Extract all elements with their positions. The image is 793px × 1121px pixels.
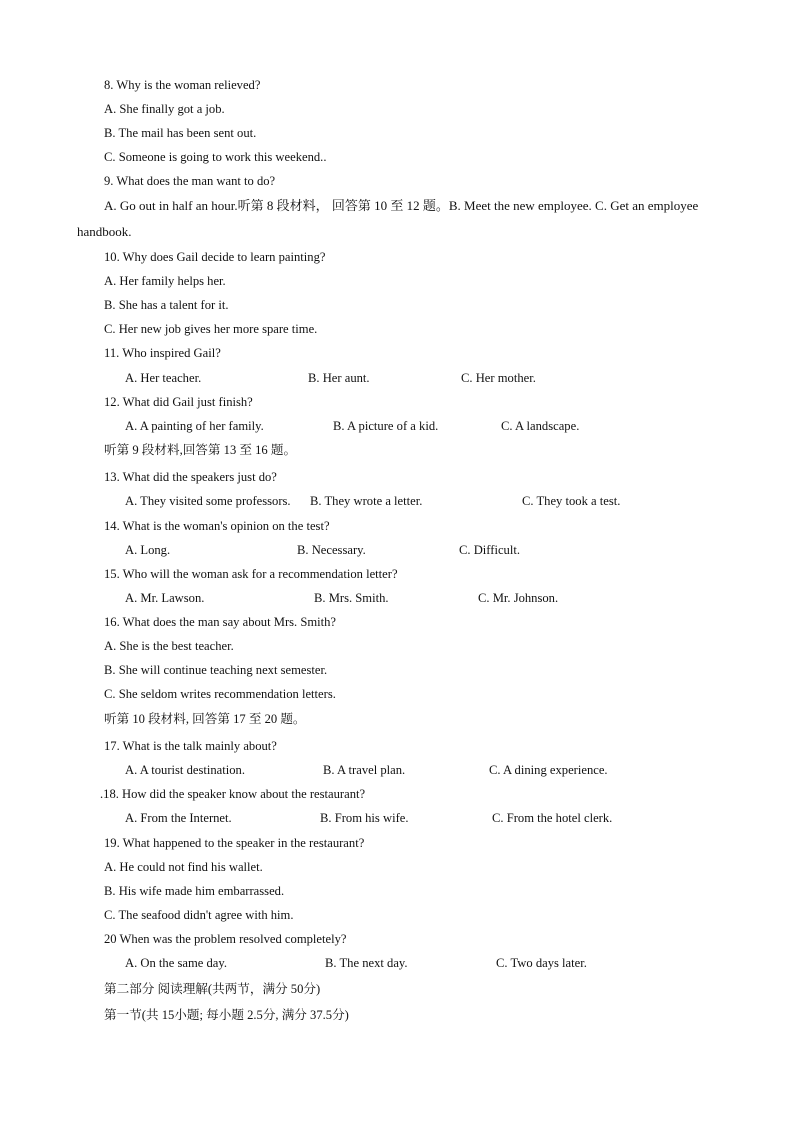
option-14a: A. Long. bbox=[125, 543, 171, 557]
option-11a: A. Her teacher. bbox=[125, 371, 202, 385]
question-18: .18. How did the speaker know about the restaurant? bbox=[100, 787, 366, 801]
part-2-heading: 第二部分 阅读理解(共两节，满分 50分) bbox=[104, 982, 321, 996]
option-16c: C. She seldom writes recommendation letters. bbox=[104, 687, 336, 701]
option-8c: C. Someone is going to work this weekend.. bbox=[104, 150, 327, 164]
question-19: 19. What happened to the speaker in the restaurant? bbox=[104, 836, 365, 850]
option-10b: B. She has a talent for it. bbox=[104, 298, 229, 312]
question-16: 16. What does the man say about Mrs. Smith? bbox=[104, 615, 337, 629]
question-12: 12. What did Gail just finish? bbox=[104, 395, 253, 409]
question-14: 14. What is the woman's opinion on the test? bbox=[104, 519, 330, 533]
part-2-section-1-heading: 第一节(共 15小题; 每小题 2.5分, 满分 37.5分) bbox=[104, 1008, 349, 1022]
option-20a: A. On the same day. bbox=[125, 956, 228, 970]
option-12a: A. A painting of her family. bbox=[125, 419, 264, 433]
option-13b: B. They wrote a letter. bbox=[310, 494, 423, 508]
question-9: 9. What does the man want to do? bbox=[104, 174, 276, 188]
option-19b: B. His wife made him embarrassed. bbox=[104, 884, 285, 898]
option-18a: A. From the Internet. bbox=[125, 811, 232, 825]
option-15b: B. Mrs. Smith. bbox=[314, 591, 389, 605]
option-19a: A. He could not find his wallet. bbox=[104, 860, 263, 874]
option-16b: B. She will continue teaching next semester. bbox=[104, 663, 328, 677]
option-11b: B. Her aunt. bbox=[308, 371, 370, 385]
question-10: 10. Why does Gail decide to learn painting? bbox=[104, 250, 326, 264]
option-16a: A. She is the best teacher. bbox=[104, 639, 234, 653]
option-17a: A. A tourist destination. bbox=[125, 763, 245, 777]
question-13: 13. What did the speakers just do? bbox=[104, 470, 277, 484]
option-17b: B. A travel plan. bbox=[323, 763, 406, 777]
option-20b: B. The next day. bbox=[325, 956, 408, 970]
question-11: 11. Who inspired Gail? bbox=[104, 346, 221, 360]
option-19c: C. The seafood didn't agree with him. bbox=[104, 908, 294, 922]
option-13a: A. They visited some professors. bbox=[125, 494, 291, 508]
option-10c: C. Her new job gives her more spare time. bbox=[104, 322, 318, 336]
option-18b: B. From his wife. bbox=[320, 811, 409, 825]
option-10a: A. Her family helps her. bbox=[104, 274, 226, 288]
question-20: 20 When was the problem resolved completely? bbox=[104, 932, 347, 946]
option-14c: C. Difficult. bbox=[459, 543, 520, 557]
section-9-heading: 听第 9 段材料,回答第 13 至 16 题。 bbox=[104, 443, 297, 457]
option-8a: A. She finally got a job. bbox=[104, 102, 225, 116]
option-13c: C. They took a test. bbox=[522, 494, 621, 508]
option-18c: C. From the hotel clerk. bbox=[492, 811, 613, 825]
option-12c: C. A landscape. bbox=[501, 419, 580, 433]
option-11c: C. Her mother. bbox=[461, 371, 536, 385]
question-15: 15. Who will the woman ask for a recommendation letter? bbox=[104, 567, 398, 581]
section-10-heading: 听第 10 段材料, 回答第 17 至 20 题。 bbox=[104, 712, 306, 726]
option-17c: C. A dining experience. bbox=[489, 763, 608, 777]
option-14b: B. Necessary. bbox=[297, 543, 366, 557]
option-15c: C. Mr. Johnson. bbox=[478, 591, 559, 605]
question-17: 17. What is the talk mainly about? bbox=[104, 739, 277, 753]
option-12b: B. A picture of a kid. bbox=[333, 419, 439, 433]
question-8: 8. Why is the woman relieved? bbox=[104, 78, 261, 92]
option-15a: A. Mr. Lawson. bbox=[125, 591, 205, 605]
option-8b: B. The mail has been sent out. bbox=[104, 126, 257, 140]
question-9-options-wrapped: A. Go out in half an hour.听第 8 段材料， 回答第 10 至 12 题。B. Meet the new employee. C. Get an employee handbook. bbox=[77, 198, 699, 239]
option-20c: C. Two days later. bbox=[496, 956, 587, 970]
